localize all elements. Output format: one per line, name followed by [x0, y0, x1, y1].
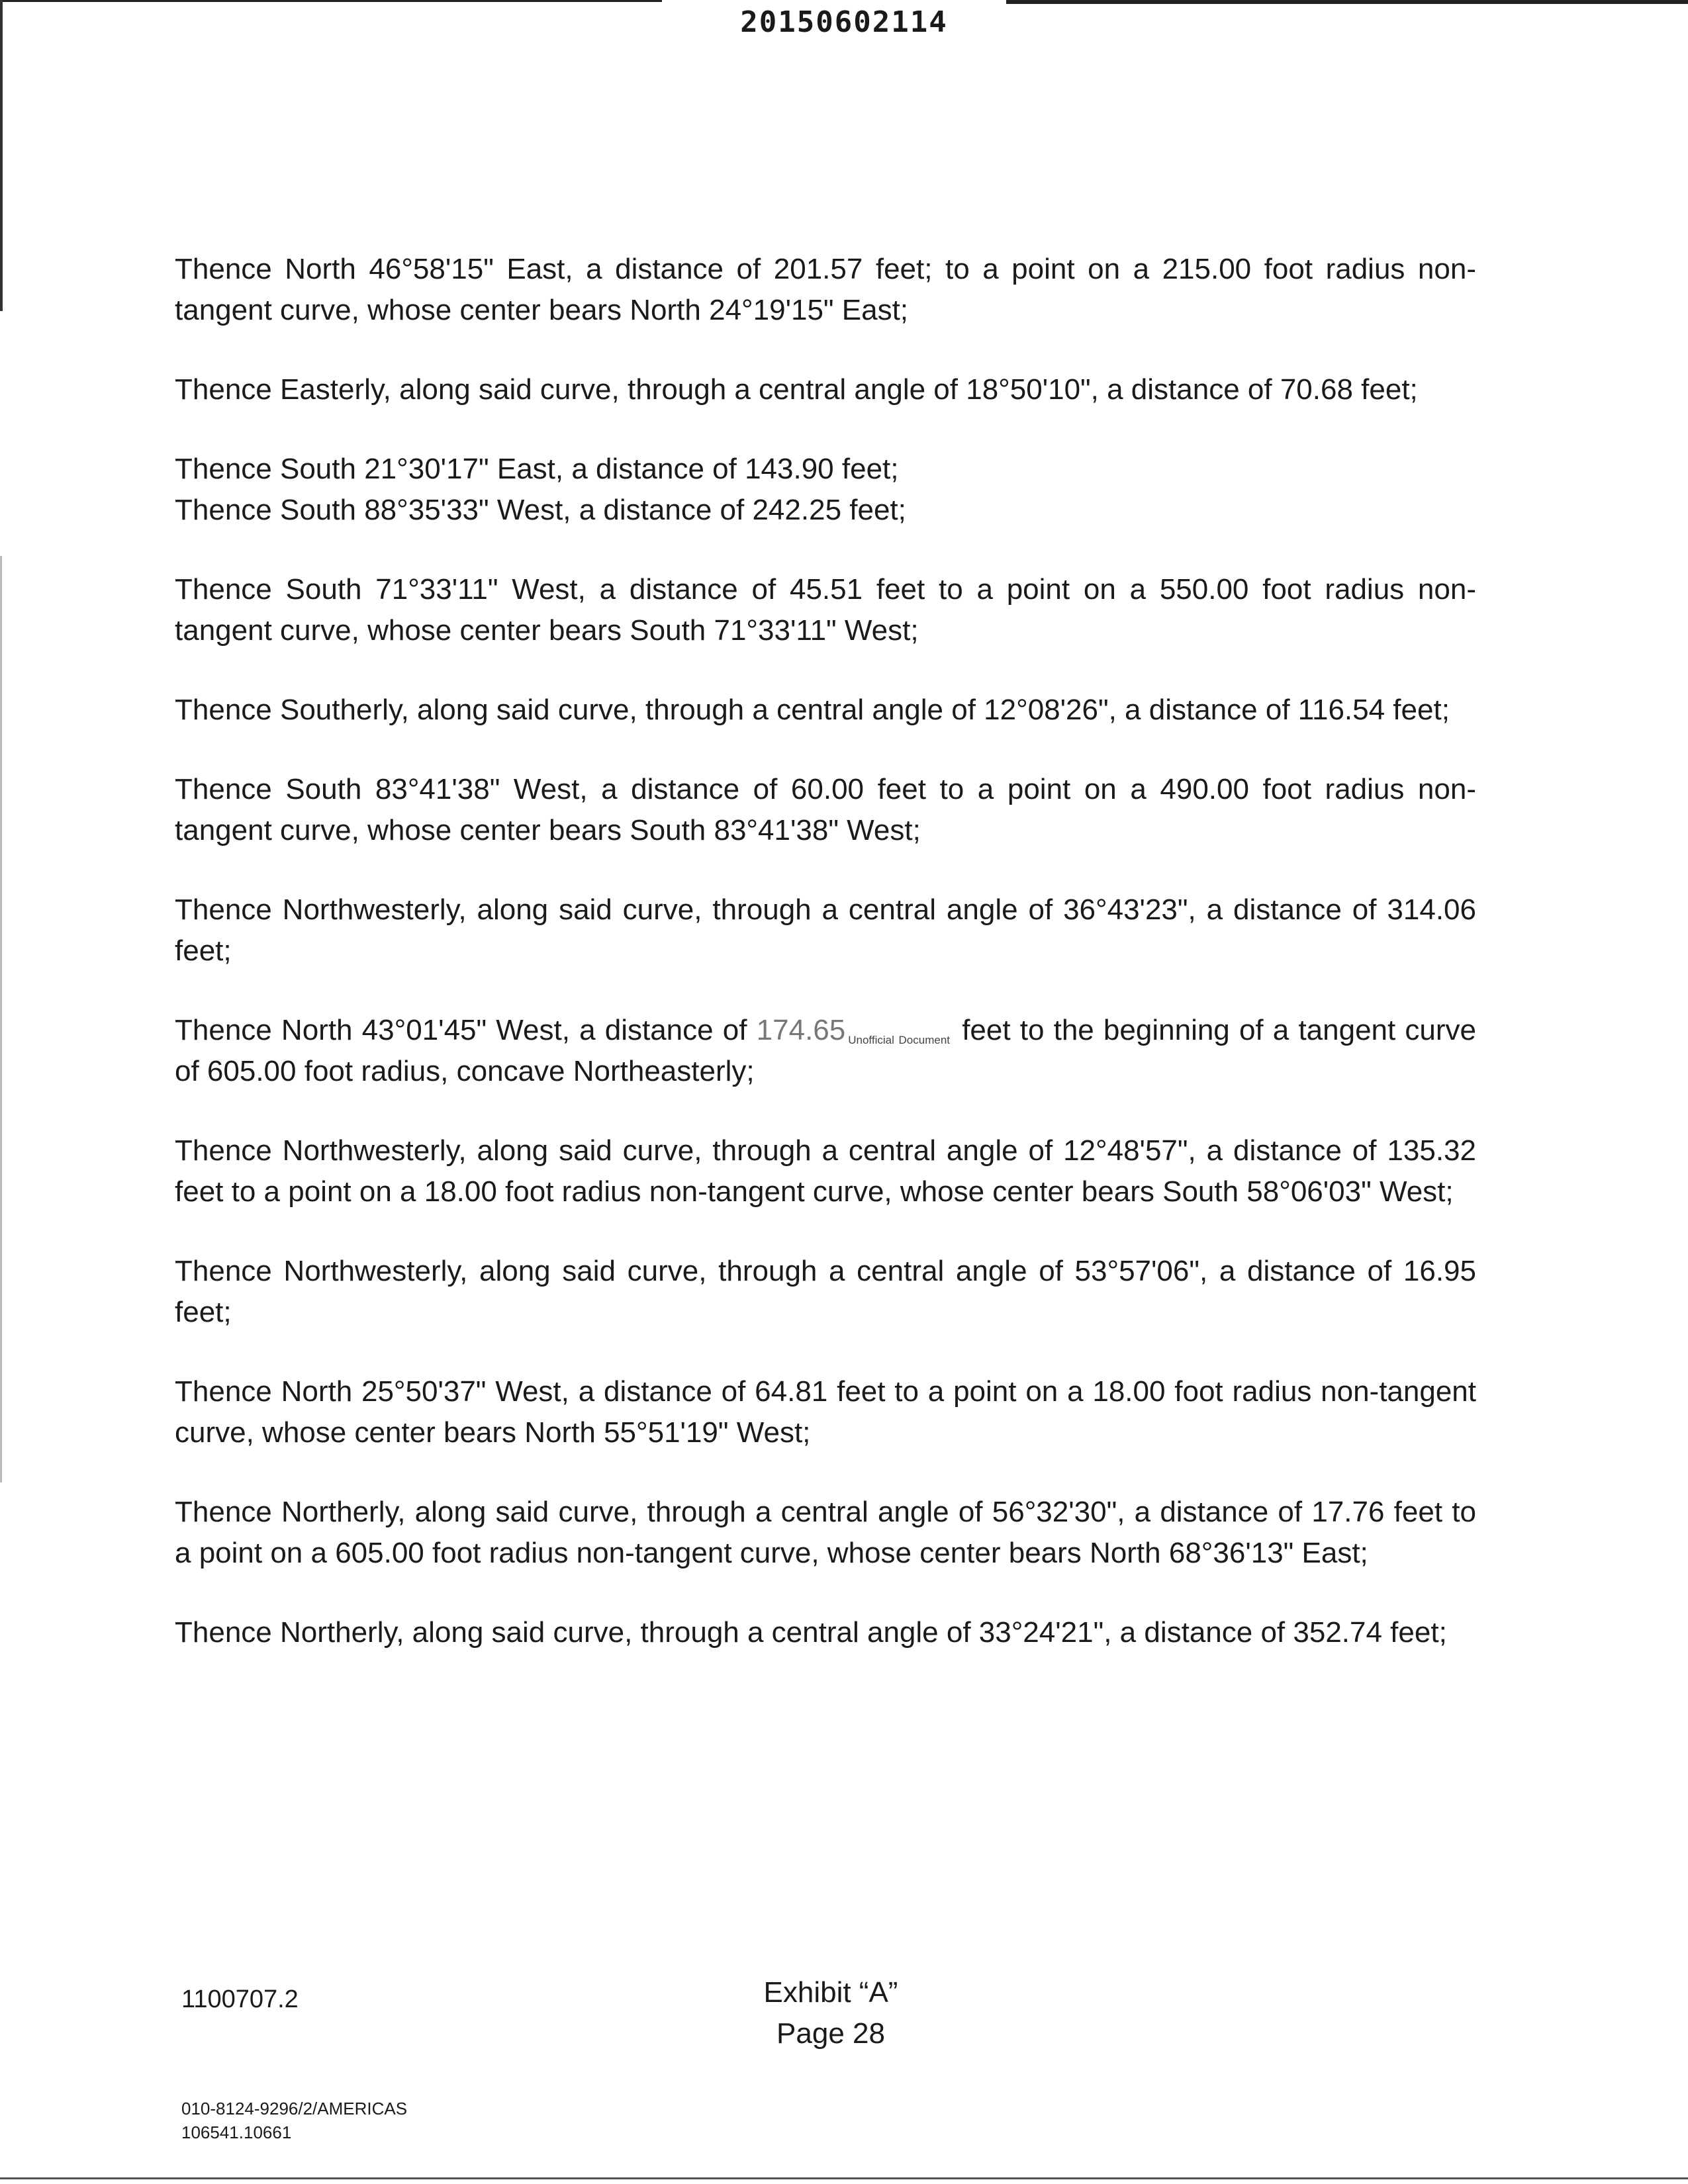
exhibit-block — [645, 1972, 1016, 2054]
course-paragraph: Thence Northwesterly, along said curve, through a central angle of 53°57'06", a distance of 16.95 feet; — [175, 1255, 1476, 1328]
course-paragraph: Thence Northerly, along said curve, through a central angle of 33°24'21", a distance of 352.74 feet; — [175, 1616, 1447, 1649]
document-number: 1100707.2 — [181, 1985, 299, 2013]
unofficial-watermark: Unofficial Document — [848, 1034, 951, 1046]
bottom-rule — [0, 2177, 1688, 2179]
top-rule-left — [0, 0, 662, 2]
footer-code: 010-8124-9296/2/AMERICAS — [181, 2099, 408, 2118]
course-paragraph: Thence Northwesterly, along said curve, through a central angle of 12°48'57", a distance of 135.32 feet to a point on a 18.00 foot radius non-tangent curve, whose center bears South 58°06'03" West; — [175, 1134, 1476, 1208]
course-paragraph: Thence South 71°33'11" West, a distance of 45.51 feet to a point on a 550.00 foot radius non-tangent curve, whose center bears South 71°33'11" West; — [175, 573, 1476, 647]
course-paragraph: Thence North 25°50'37" West, a distance of 64.81 feet to a point on a 18.00 foot radius non-tangent curve, whose center bears North 55°51'19" West; — [175, 1375, 1476, 1449]
footer-code: 106541.10661 — [181, 2122, 292, 2142]
footer-codes — [181, 2097, 407, 2144]
course-paragraph: Thence South 83°41'38" West, a distance of 60.00 feet to a point on a 490.00 foot radius non-tangent curve, whose center bears South 83°41'38" West; — [175, 773, 1476, 846]
course-text-before: Thence North 43°01'45" West, a distance of — [175, 1014, 747, 1046]
page-number: Page 28 — [776, 2017, 885, 2050]
course-paragraph: Thence North 46°58'15" East, a distance of 201.57 feet; to a point on a 215.00 foot radius non-tangent curve, whose center bears North 24°19'15" East; — [175, 253, 1476, 326]
course-paragraph: Thence Northwesterly, along said curve, through a central angle of 36°43'23", a distance of 314.06 feet; — [175, 893, 1476, 967]
obscured-distance: 174.65 — [756, 1014, 846, 1046]
scan-edge-mark — [0, 0, 3, 311]
scan-edge-mark-lower — [0, 556, 2, 1482]
course-paragraph: Thence South 21°30'17" East, a distance of 143.90 feet; — [175, 453, 899, 485]
course-paragraph: Thence South 88°35'33" West, a distance of 242.25 feet; — [175, 494, 906, 526]
legal-description — [175, 249, 1476, 1692]
recording-number: 20150602114 — [740, 5, 948, 39]
course-paragraph: Thence Southerly, along said curve, through a central angle of 12°08'26", a distance of 116.54 feet; — [175, 694, 1450, 726]
course-paragraph: Thence Northerly, along said curve, through a central angle of 56°32'30", a distance of 17.76 feet to a point on a 605.00 foot radius non-tangent curve, whose center bears North 68°36'13" East; — [175, 1496, 1476, 1569]
course-paragraph: Thence Easterly, along said curve, through a central angle of 18°50'10", a distance of 70.68 feet; — [175, 373, 1418, 406]
course-text-after: feet to the beginning of a tangent curve of 605.00 foot radius, concave Northeasterly; — [175, 1014, 1477, 1087]
course-paragraph-watermarked — [175, 1010, 1476, 1092]
top-rule-right — [1006, 0, 1688, 4]
exhibit-label: Exhibit “A” — [763, 1976, 898, 2009]
